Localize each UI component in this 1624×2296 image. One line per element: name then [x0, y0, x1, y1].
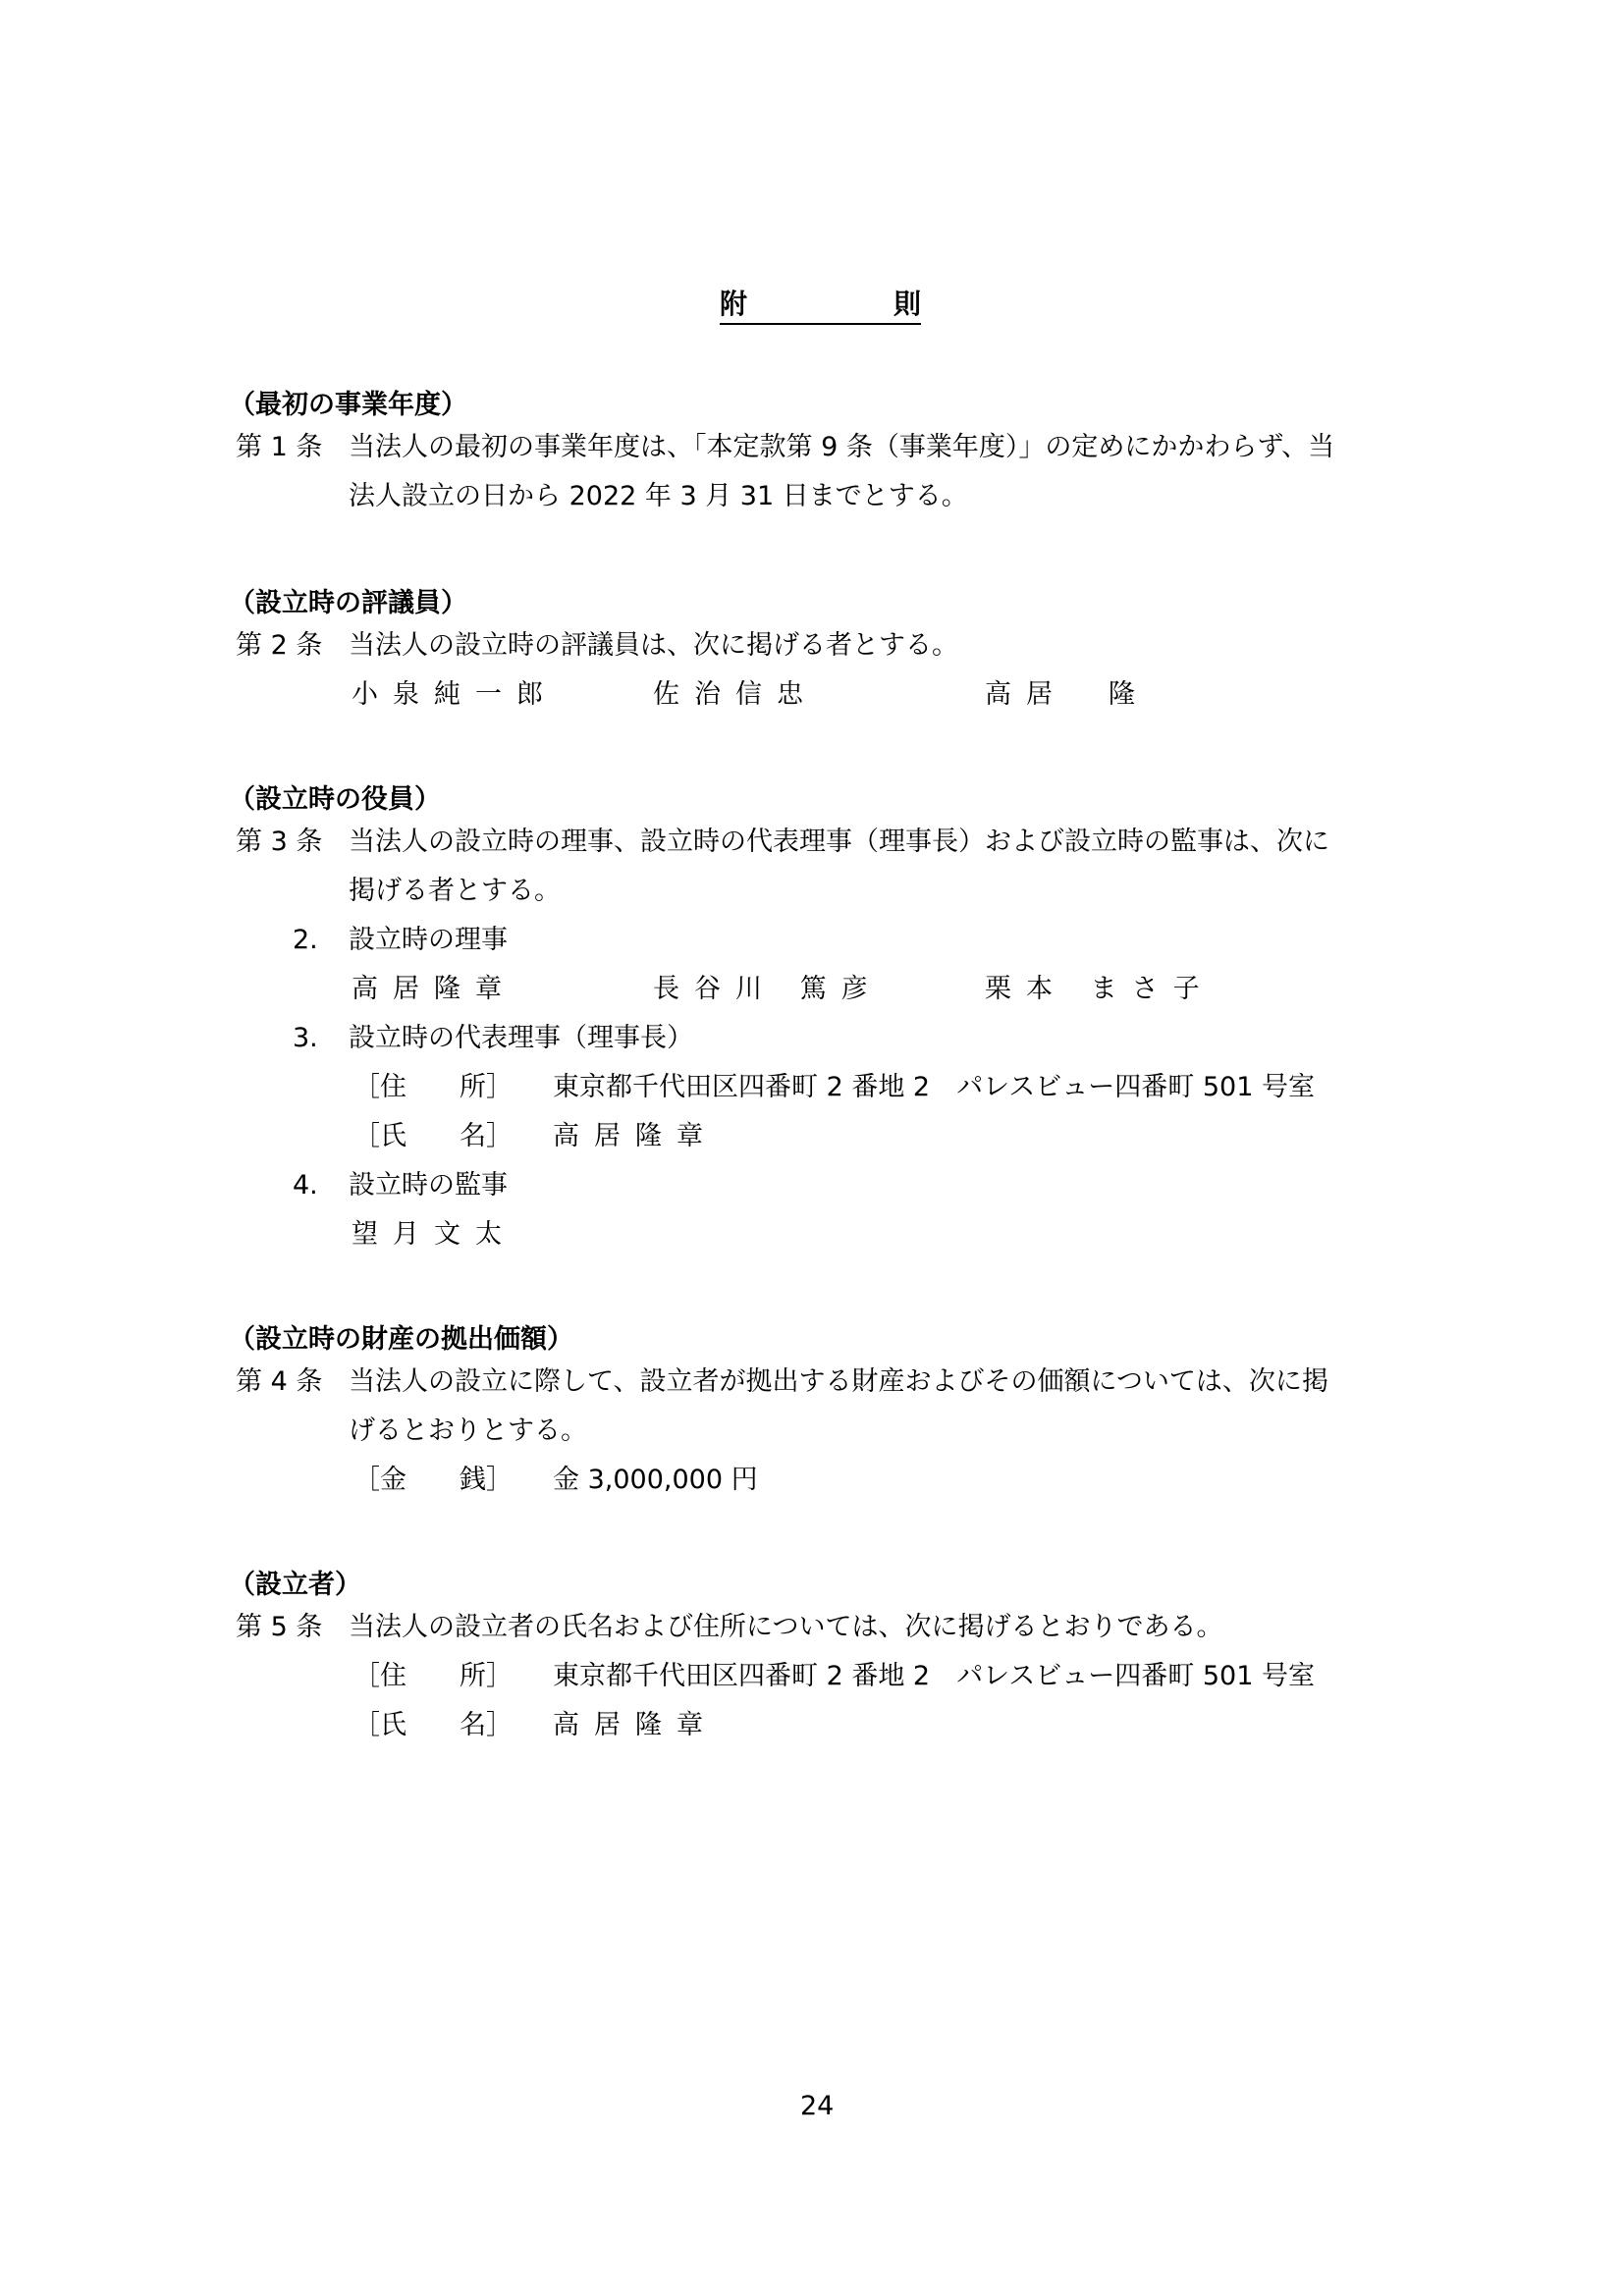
article-2-line-1: 当法人の設立時の評議員は、次に掲げる者とする。 — [349, 630, 958, 661]
article-3-line-2: 掲げる者とする。 — [349, 876, 561, 906]
article-5-line-1: 当法人の設立者の氏名および住所については、次に掲げるとおりである。 — [349, 1612, 1223, 1642]
councilor-name-2: 佐治信忠 — [653, 679, 818, 710]
item-4-label: 設立時の監事 — [349, 1170, 508, 1201]
founder-address-label: ［住 所］ — [353, 1661, 513, 1691]
article-4-line-2: げるとおりとする。 — [349, 1415, 587, 1446]
item-3-label: 設立時の代表理事（理事長） — [349, 1023, 693, 1053]
page-number: 24 — [800, 2091, 835, 2121]
director-name-3: 栗本 まさ子 — [985, 974, 1215, 1004]
money-label: ［金 銭］ — [353, 1465, 513, 1495]
page-title — [720, 283, 921, 325]
founder-address: 東京都千代田区四番町 2 番地 2 パレスビュー四番町 501 号室 — [553, 1661, 1315, 1691]
article-number-4: 第 4 条 — [236, 1366, 323, 1397]
founder-name: 高居隆章 — [553, 1710, 718, 1740]
article-3-line-1: 当法人の設立時の理事、設立時の代表理事（理事長）および設立時の監事は、次に — [349, 827, 1329, 857]
title-right-char: 則 — [893, 288, 921, 320]
section-heading-first-fiscal-year: （最初の事業年度） — [229, 390, 467, 420]
section-heading-founding-officers: （設立時の役員） — [229, 784, 441, 815]
councilor-name-3: 高居 隆 — [985, 679, 1150, 710]
councilor-name-1: 小泉純一郎 — [352, 679, 558, 710]
item-4-number: 4. — [293, 1170, 318, 1201]
section-heading-founding-councilors: （設立時の評議員） — [229, 588, 467, 618]
item-2-number: 2. — [293, 925, 318, 955]
representative-address: 東京都千代田区四番町 2 番地 2 パレスビュー四番町 501 号室 — [553, 1072, 1315, 1102]
article-1-line-2: 法人設立の日から 2022 年 3 月 31 日までとする。 — [349, 481, 968, 511]
article-1-line-1: 当法人の最初の事業年度は、「本定款第 9 条（事業年度）」の定めにかかわらず、当 — [349, 432, 1335, 462]
article-number-3: 第 3 条 — [236, 827, 323, 857]
item-2-label: 設立時の理事 — [349, 925, 508, 955]
article-number-1: 第 1 条 — [236, 432, 323, 462]
title-left-char: 附 — [720, 288, 748, 320]
article-4-line-1: 当法人の設立に際して、設立者が拠出する財産およびその価額については、次に掲 — [349, 1366, 1328, 1397]
director-name-1: 高居隆章 — [352, 974, 516, 1004]
section-heading-contributed-assets: （設立時の財産の拠出価額） — [229, 1324, 573, 1355]
founder-name-label: ［氏 名］ — [353, 1710, 513, 1740]
section-heading-founder: （設立者） — [229, 1570, 361, 1600]
auditor-name: 望月文太 — [352, 1219, 516, 1250]
representative-address-label: ［住 所］ — [353, 1072, 513, 1102]
article-number-2: 第 2 条 — [236, 630, 323, 661]
item-3-number: 3. — [293, 1023, 318, 1053]
representative-name: 高居隆章 — [553, 1121, 718, 1151]
representative-name-label: ［氏 名］ — [353, 1121, 513, 1151]
article-number-5: 第 5 条 — [236, 1612, 323, 1642]
director-name-2: 長谷川 篤彦 — [653, 974, 883, 1004]
money-amount: 金 3,000,000 円 — [553, 1465, 758, 1495]
